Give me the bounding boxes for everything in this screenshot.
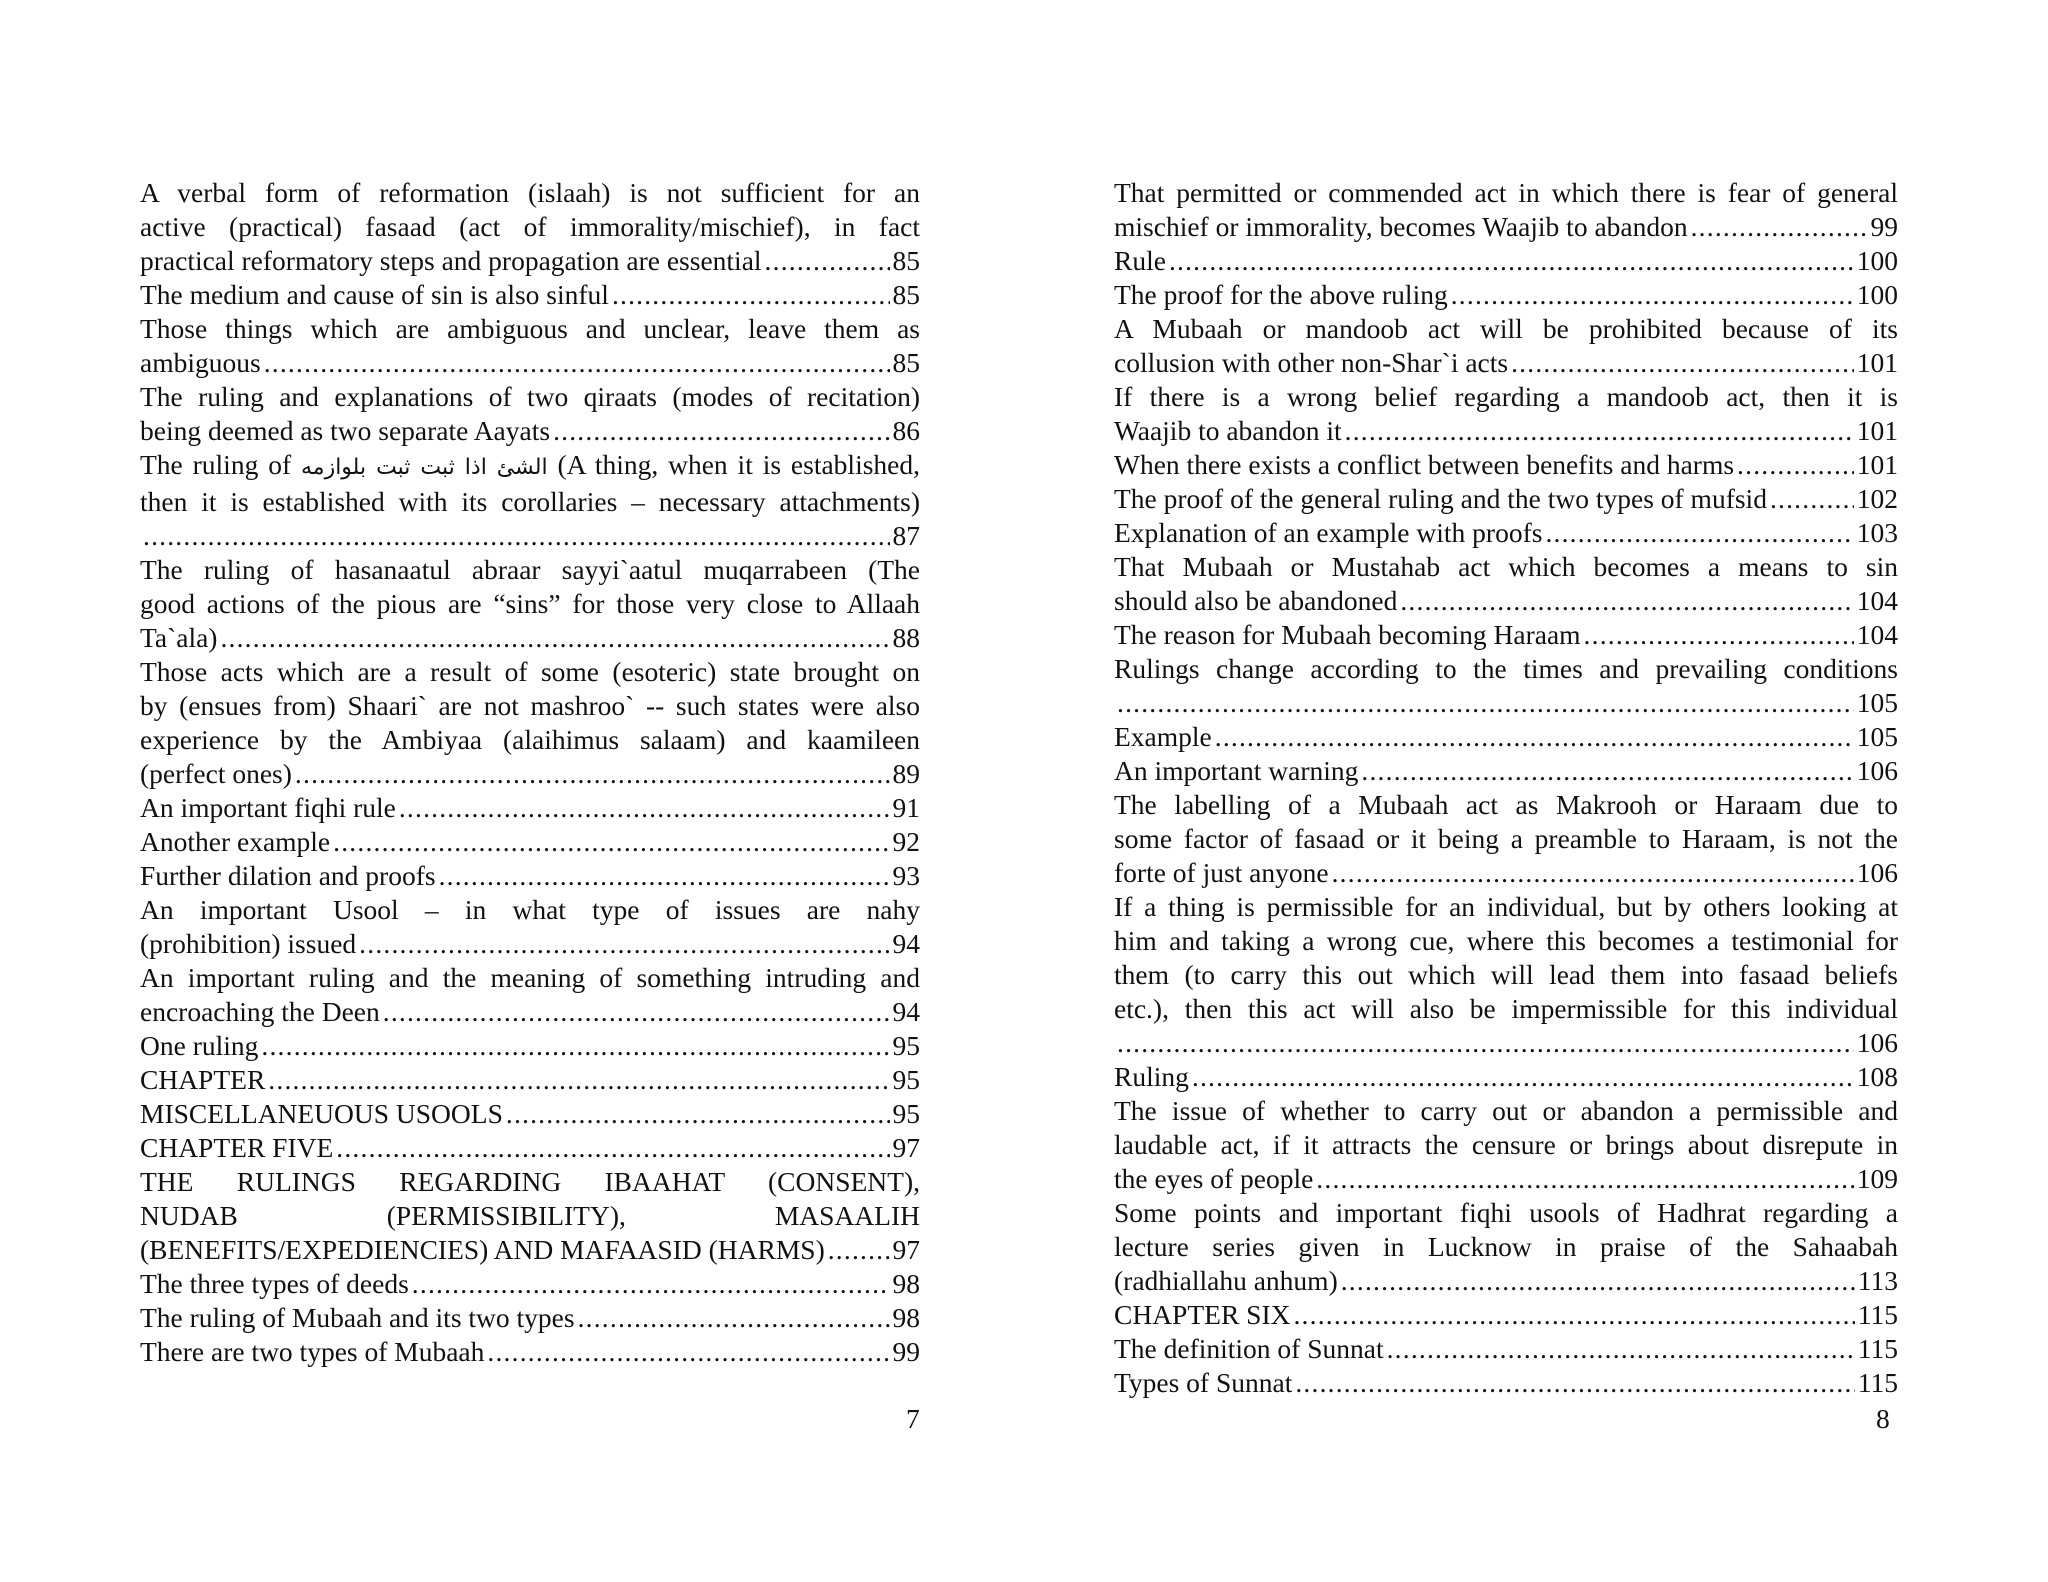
toc-entry-line: some factor of fasaad or it being a preamble to Haraam, is not the [1114, 823, 1898, 854]
toc-entry-title: Waajib to abandon it [1114, 415, 1342, 446]
toc-entry-last-line [1114, 1162, 1898, 1196]
toc-entry-title: CHAPTER FIVE [140, 1132, 334, 1163]
toc-entry-last-line [1114, 584, 1898, 618]
toc-entry-last-line [1114, 516, 1898, 550]
dot-leader [1293, 1298, 1854, 1332]
toc-entry-title: The definition of Sunnat [1114, 1333, 1384, 1364]
dot-leader [578, 1301, 890, 1335]
toc-entry [1114, 1060, 1898, 1094]
toc-entry-line: That permitted or commended act in which there is fear of general [1114, 177, 1898, 208]
toc-page-ref: 98 [892, 1302, 920, 1333]
toc-entry-title: Example [1114, 721, 1212, 752]
toc-entry-last-line [1114, 1298, 1898, 1332]
toc-entry-title: forte of just anyone [1114, 857, 1329, 888]
toc-entry [140, 1097, 920, 1131]
dot-leader [439, 859, 890, 893]
dot-leader [359, 927, 889, 961]
toc-page-ref: 89 [892, 758, 920, 789]
toc-entry [140, 791, 920, 825]
toc-page-ref: 98 [892, 1268, 920, 1299]
toc-entry [1114, 312, 1898, 380]
toc-entry-last-line [140, 995, 920, 1029]
dot-leader [506, 1097, 890, 1131]
toc-entry-last-line [1114, 414, 1898, 448]
toc-entry-line: NUDAB (PERMISSIBILITY), MASAALIH [140, 1200, 920, 1231]
toc-page-ref: 101 [1856, 347, 1898, 378]
dot-leader [765, 244, 890, 278]
toc-entry [1114, 890, 1898, 1060]
dot-leader [1215, 720, 1854, 754]
toc-entry-title: Another example [140, 826, 331, 857]
dot-leader [1117, 1026, 1854, 1060]
dot-leader [1316, 1162, 1853, 1196]
toc-entry [140, 380, 920, 448]
toc-entry-title: encroaching the Deen [140, 996, 380, 1027]
toc-entry-last-line [140, 278, 920, 312]
dot-leader [1361, 754, 1853, 788]
dot-leader [1545, 516, 1853, 550]
dot-leader [295, 757, 890, 791]
dot-leader [1192, 1060, 1854, 1094]
toc-entry [1114, 788, 1898, 890]
toc-entry [1114, 1196, 1898, 1298]
dot-leader [612, 278, 890, 312]
left-page-toc [140, 176, 920, 1369]
toc-entry [1114, 482, 1898, 516]
toc-entry-line: The ruling of الشئ اذا ثبت ثبت بلوازمه (A thing, when it is established, [140, 449, 920, 480]
toc-entry [140, 825, 920, 859]
toc-entry-title: The reason for Mubaah becoming Haraam [1114, 619, 1581, 650]
toc-page-ref: 94 [892, 996, 920, 1027]
toc-entry-line: Those acts which are a result of some (esoteric) state brought on [140, 656, 920, 687]
toc-entry [1114, 516, 1898, 550]
toc-entry-last-line [1114, 856, 1898, 890]
toc-entry-title: (BENEFITS/EXPEDIENCIES) AND MAFAASID (HARMS) [140, 1234, 825, 1265]
dot-leader [1295, 1366, 1854, 1400]
toc-entry-title: Further dilation and proofs [140, 860, 436, 891]
toc-entry-last-line [1114, 278, 1898, 312]
toc-entry-last-line [140, 621, 920, 655]
toc-entry-last-line [1114, 1332, 1898, 1366]
toc-page-ref: 106 [1856, 755, 1898, 786]
dot-leader [336, 1131, 889, 1165]
toc-entry [140, 859, 920, 893]
toc-page-ref: 95 [892, 1030, 920, 1061]
dot-leader [220, 621, 889, 655]
toc-entry-line: etc.), then this act will also be impermissible for this individual [1114, 993, 1898, 1024]
toc-entry-last-line [1114, 618, 1898, 652]
toc-entry [1114, 1366, 1898, 1400]
toc-entry-line: Rulings change according to the times and prevailing conditions [1114, 653, 1898, 684]
toc-page-ref: 94 [892, 928, 920, 959]
toc-entry-last-line [1114, 1060, 1898, 1094]
toc-entry-line: If a thing is permissible for an individual, but by others looking at [1114, 891, 1898, 922]
toc-entry [140, 312, 920, 380]
toc-entry-last-line [1114, 1366, 1898, 1400]
right-page-toc [1114, 176, 1898, 1400]
toc-entry-line: The labelling of a Mubaah act as Makrooh or Haraam due to [1114, 789, 1898, 820]
toc-entry [140, 176, 920, 278]
toc-entry [1114, 1298, 1898, 1332]
toc-page-ref: 92 [892, 826, 920, 857]
toc-entry-line: An important Usool – in what type of issues are nahy [140, 894, 920, 925]
toc-page-ref: 95 [892, 1064, 920, 1095]
toc-entry-last-line [1114, 754, 1898, 788]
toc-entry-last-line [140, 1097, 920, 1131]
toc-page-ref: 85 [892, 245, 920, 276]
toc-page-ref: 91 [892, 792, 920, 823]
toc-entry-last-line [1114, 1026, 1898, 1060]
toc-entry-line: A verbal form of reformation (islaah) is not sufficient for an [140, 177, 920, 208]
toc-entry [1114, 550, 1898, 618]
dot-leader [1387, 1332, 1855, 1366]
toc-entry-last-line [1114, 1264, 1898, 1298]
toc-entry [1114, 754, 1898, 788]
toc-page-ref: 115 [1857, 1299, 1898, 1330]
toc-entry-title: (prohibition) issued [140, 928, 357, 959]
toc-entry [140, 1063, 920, 1097]
toc-entry [1114, 652, 1898, 720]
toc-entry [140, 1165, 920, 1267]
toc-entry-title: The three types of deeds [140, 1268, 409, 1299]
toc-page-ref: 104 [1856, 619, 1898, 650]
dot-leader [1341, 1264, 1855, 1298]
toc-entry-title: Ruling [1114, 1061, 1189, 1092]
toc-page-ref: 105 [1856, 721, 1898, 752]
toc-entry-line: laudable act, if it attracts the censure or brings about disrepute in [1114, 1129, 1898, 1160]
dot-leader [1511, 346, 1854, 380]
toc-entry-title: mischief or immorality, becomes Waajib to abandon [1114, 211, 1688, 242]
toc-entry [1114, 278, 1898, 312]
toc-entry-title: practical reformatory steps and propagation are essential [140, 245, 762, 276]
toc-entry-title: being deemed as two separate Aayats [140, 415, 551, 446]
toc-entry [140, 1301, 920, 1335]
toc-entry-title: (perfect ones) [140, 758, 292, 789]
toc-entry-line: good actions of the pious are “sins” for those very close to Allaah [140, 588, 920, 619]
toc-entry [1114, 1094, 1898, 1196]
toc-entry-last-line [1114, 686, 1898, 720]
toc-entry-last-line [140, 346, 920, 380]
dot-leader [412, 1267, 890, 1301]
toc-entry-title: should also be abandoned [1114, 585, 1398, 616]
toc-entry-title: The medium and cause of sin is also sinful [140, 279, 609, 310]
dot-leader [1117, 686, 1854, 720]
toc-entry [140, 655, 920, 791]
toc-entry [140, 893, 920, 961]
toc-entry-title: the eyes of people [1114, 1163, 1314, 1194]
toc-page-ref: 103 [1856, 517, 1898, 548]
toc-page-ref: 86 [892, 415, 920, 446]
toc-entry-line: by (ensues from) Shaari` are not mashroo` -- such states were also [140, 690, 920, 721]
arabic-text: الشئ اذا ثبت ثبت بلوازمه [300, 455, 548, 480]
toc-entry-line: If there is a wrong belief regarding a mandoob act, then it is [1114, 381, 1898, 412]
toc-entry-last-line [1114, 720, 1898, 754]
toc-page-ref: 97 [892, 1234, 920, 1265]
toc-entry-line: THE RULINGS REGARDING IBAAHAT (CONSENT), [140, 1166, 920, 1197]
dot-leader [268, 1063, 889, 1097]
toc-page-ref: 87 [892, 520, 920, 551]
toc-page-ref: 101 [1856, 449, 1898, 480]
toc-entry-line: That Mubaah or Mustahab act which becomes a means to sin [1114, 551, 1898, 582]
toc-entry-title: An important fiqhi rule [140, 792, 396, 823]
toc-entry-title: ambiguous [140, 347, 261, 378]
page-number: 8 [1876, 1403, 1890, 1434]
dot-leader [264, 346, 890, 380]
toc-page-ref: 99 [892, 1336, 920, 1367]
dot-leader [1400, 584, 1853, 618]
dot-leader [261, 1029, 889, 1063]
toc-page-ref: 108 [1856, 1061, 1898, 1092]
toc-entry [1114, 448, 1898, 482]
toc-entry [140, 961, 920, 1029]
toc-entry-title: An important warning [1114, 755, 1359, 786]
toc-entry-last-line [1114, 346, 1898, 380]
toc-entry-last-line [140, 1233, 920, 1267]
toc-entry-last-line [140, 1301, 920, 1335]
toc-entry-last-line [140, 1131, 920, 1165]
toc-entry-line: him and taking a wrong cue, where this becomes a testimonial for [1114, 925, 1898, 956]
toc-entry [1114, 244, 1898, 278]
toc-list [140, 176, 920, 1369]
toc-entry-title: The ruling of Mubaah and its two types [140, 1302, 575, 1333]
dot-leader [383, 995, 890, 1029]
toc-entry-last-line [1114, 210, 1898, 244]
toc-entry-last-line [140, 244, 920, 278]
toc-entry [140, 1267, 920, 1301]
toc-page-ref: 99 [1870, 211, 1898, 242]
toc-entry-line: Some points and important fiqhi usools of Hadhrat regarding a [1114, 1197, 1898, 1228]
toc-entry-line: experience by the Ambiyaa (alaihimus salaam) and kaamileen [140, 724, 920, 755]
toc-entry-title: There are two types of Mubaah [140, 1336, 485, 1367]
toc-entry-last-line [1114, 448, 1898, 482]
toc-page-ref: 109 [1856, 1163, 1898, 1194]
toc-entry-last-line [140, 825, 920, 859]
toc-list [1114, 176, 1898, 1400]
toc-entry-line: them (to carry this out which will lead them into fasaad beliefs [1114, 959, 1898, 990]
dot-leader [1584, 618, 1854, 652]
toc-page-ref: 115 [1857, 1333, 1898, 1364]
toc-entry [1114, 720, 1898, 754]
dot-leader [828, 1233, 890, 1267]
toc-entry-line: A Mubaah or mandoob act will be prohibited because of its [1114, 313, 1898, 344]
toc-page-ref: 102 [1856, 483, 1898, 514]
toc-entry-last-line [140, 757, 920, 791]
toc-page-ref: 93 [892, 860, 920, 891]
toc-page-ref: 101 [1856, 415, 1898, 446]
toc-entry-last-line [140, 791, 920, 825]
toc-entry-line: The ruling and explanations of two qiraats (modes of recitation) [140, 381, 920, 412]
dot-leader [1451, 278, 1854, 312]
toc-entry-title: collusion with other non-Shar`i acts [1114, 347, 1509, 378]
dot-leader [1737, 448, 1854, 482]
toc-page-ref: 105 [1856, 687, 1898, 718]
toc-entry-title: Ta`ala) [140, 622, 218, 653]
toc-entry-title: Types of Sunnat [1114, 1367, 1293, 1398]
toc-entry [140, 1335, 920, 1369]
toc-page-ref: 100 [1856, 245, 1898, 276]
toc-entry [140, 278, 920, 312]
dot-leader [553, 414, 889, 448]
toc-page-ref: 95 [892, 1098, 920, 1129]
toc-entry [1114, 618, 1898, 652]
toc-entry-title: (radhiallahu anhum) [1114, 1265, 1338, 1296]
toc-entry-last-line [1114, 244, 1898, 278]
dot-leader [143, 519, 890, 553]
toc-entry-last-line [140, 1335, 920, 1369]
toc-page-ref: 113 [1857, 1265, 1898, 1296]
toc-entry [1114, 1332, 1898, 1366]
toc-entry-line: lecture series given in Lucknow in praise of the Sahaabah [1114, 1231, 1898, 1262]
toc-entry-line: An important ruling and the meaning of something intruding and [140, 962, 920, 993]
toc-entry-last-line [140, 927, 920, 961]
dot-leader [487, 1335, 889, 1369]
toc-page-ref: 100 [1856, 279, 1898, 310]
toc-page-ref: 115 [1857, 1367, 1898, 1398]
toc-entry-line: The issue of whether to carry out or abandon a permissible and [1114, 1095, 1898, 1126]
toc-entry-title: MISCELLANEUOUS USOOLS [140, 1098, 503, 1129]
dot-leader [1691, 210, 1868, 244]
toc-page-ref: 97 [892, 1132, 920, 1163]
toc-entry-line: The ruling of hasanaatul abraar sayyi`aatul muqarrabeen (The [140, 554, 920, 585]
toc-entry [1114, 176, 1898, 244]
dot-leader [1345, 414, 1854, 448]
toc-entry-last-line [140, 859, 920, 893]
toc-entry-last-line [140, 1063, 920, 1097]
toc-entry-last-line [1114, 482, 1898, 516]
toc-entry-last-line [140, 414, 920, 448]
toc-entry-title: Rule [1114, 245, 1166, 276]
toc-entry-line: active (practical) fasaad (act of immorality/mischief), in fact [140, 211, 920, 242]
dot-leader [1169, 244, 1854, 278]
toc-entry [1114, 380, 1898, 448]
toc-entry [140, 1131, 920, 1165]
toc-entry-title: The proof for the above ruling [1114, 279, 1448, 310]
toc-entry-last-line [140, 1267, 920, 1301]
toc-page-ref: 88 [892, 622, 920, 653]
dot-leader [1332, 856, 1854, 890]
toc-entry-title: Explanation of an example with proofs [1114, 517, 1543, 548]
toc-entry-title: The proof of the general ruling and the two types of mufsid [1114, 483, 1767, 514]
toc-entry [140, 553, 920, 655]
toc-page-ref: 85 [892, 347, 920, 378]
toc-entry-line: then it is established with its corollaries – necessary attachments) [140, 486, 920, 517]
toc-page-ref: 106 [1856, 857, 1898, 888]
toc-page-ref: 106 [1856, 1027, 1898, 1058]
toc-entry-title: CHAPTER SIX [1114, 1299, 1291, 1330]
dot-leader [399, 791, 890, 825]
toc-entry [140, 448, 920, 553]
toc-entry-last-line [140, 1029, 920, 1063]
toc-page-ref: 104 [1856, 585, 1898, 616]
toc-entry-title: When there exists a conflict between benefits and harms [1114, 449, 1735, 480]
toc-entry-title: One ruling [140, 1030, 259, 1061]
toc-page-ref: 85 [892, 279, 920, 310]
toc-entry-line: Those things which are ambiguous and unclear, leave them as [140, 313, 920, 344]
page-number: 7 [906, 1403, 920, 1434]
dot-leader [333, 825, 889, 859]
dot-leader [1770, 482, 1854, 516]
toc-entry-last-line [140, 519, 920, 553]
toc-entry-title: CHAPTER [140, 1064, 266, 1095]
toc-entry [140, 1029, 920, 1063]
